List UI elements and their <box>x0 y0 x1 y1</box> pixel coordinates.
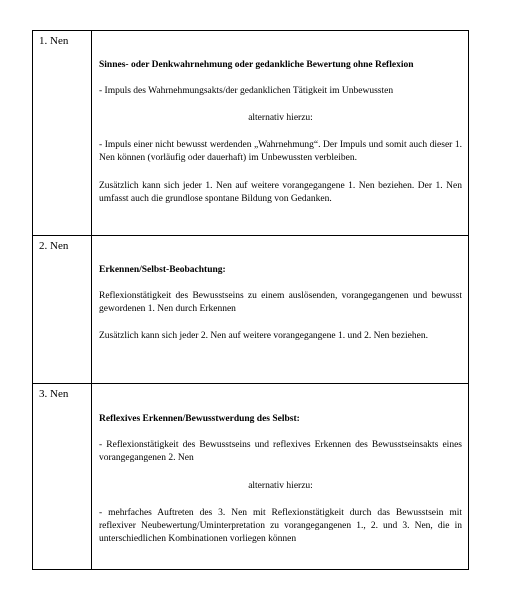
paragraph-nen-1-alternativ: alternativ hierzu: <box>248 113 313 123</box>
table-row-nen-2 <box>33 235 468 383</box>
table-row-nen-1 <box>33 31 468 235</box>
nen-table <box>32 30 469 570</box>
paragraph-nen-3-reflexion: - Reflexionstätigkeit des Bewusstseins und reflexives Erkennen des Bewusstseinsakts eines vorangegangenen 2. Nen <box>99 440 462 463</box>
paragraph-nen-3-alternativ: alternativ hierzu: <box>248 481 313 491</box>
row-content-nen-3 <box>92 384 468 569</box>
row-content-nen-1 <box>92 31 468 235</box>
paragraph-nen-1-impuls: - Impuls des Wahrnehmungsakts/der gedanklichen Tätigkeit im Unbewussten <box>99 86 394 96</box>
row-label-nen-2: 2. Nen <box>33 236 92 383</box>
paragraph-nen-2-reflexion: Reflexionstätigkeit des Bewusstseins zu einem auslösenden, vorangegangenen und bewusst gewordenen 1. Nen durch Erkennen <box>99 291 462 314</box>
paragraph-nen-1-unbewusst: - Impuls einer nicht bewusst werdenden „Wahrnehmung“. Der Impuls und somit auch dieser 1. Nen können (vorläufig oder dauerhaft) im Unbewussten verbleiben. <box>99 140 462 163</box>
row-label-nen-1: 1. Nen <box>33 31 92 235</box>
paragraph-nen-2-zusaetzlich: Zusätzlich kann sich jeder 2. Nen auf weitere vorangegangene 1. und 2. Nen beziehen. <box>99 331 428 341</box>
heading-nen-1: Sinnes- oder Denkwahrnehmung oder gedankliche Bewertung ohne Reflexion <box>99 60 414 70</box>
row-label-nen-3: 3. Nen <box>33 384 92 569</box>
paragraph-nen-3-mehrfach: - mehrfaches Auftreten des 3. Nen mit Reflexionstätigkeit durch das Bewusstsein mit reflexiver Neubewertung/Uminterpretation zu vorangegangenen 1., 2. und 3. Nen, die in unterschiedlichen Kombinationen vorliegen können <box>99 508 462 544</box>
heading-nen-2: Erkennen/Selbst-Beobachtung: <box>99 265 226 275</box>
table-row-nen-3 <box>33 383 468 569</box>
heading-nen-3: Reflexives Erkennen/Bewusstwerdung des Selbst: <box>99 414 300 424</box>
paragraph-nen-1-zusaetzlich: Zusätzlich kann sich jeder 1. Nen auf weitere vorangegangene 1. Nen beziehen. Der 1. Nen umfasst auch die grundlose spontane Bildung von Gedanken. <box>99 181 462 204</box>
row-content-nen-2 <box>92 236 468 383</box>
